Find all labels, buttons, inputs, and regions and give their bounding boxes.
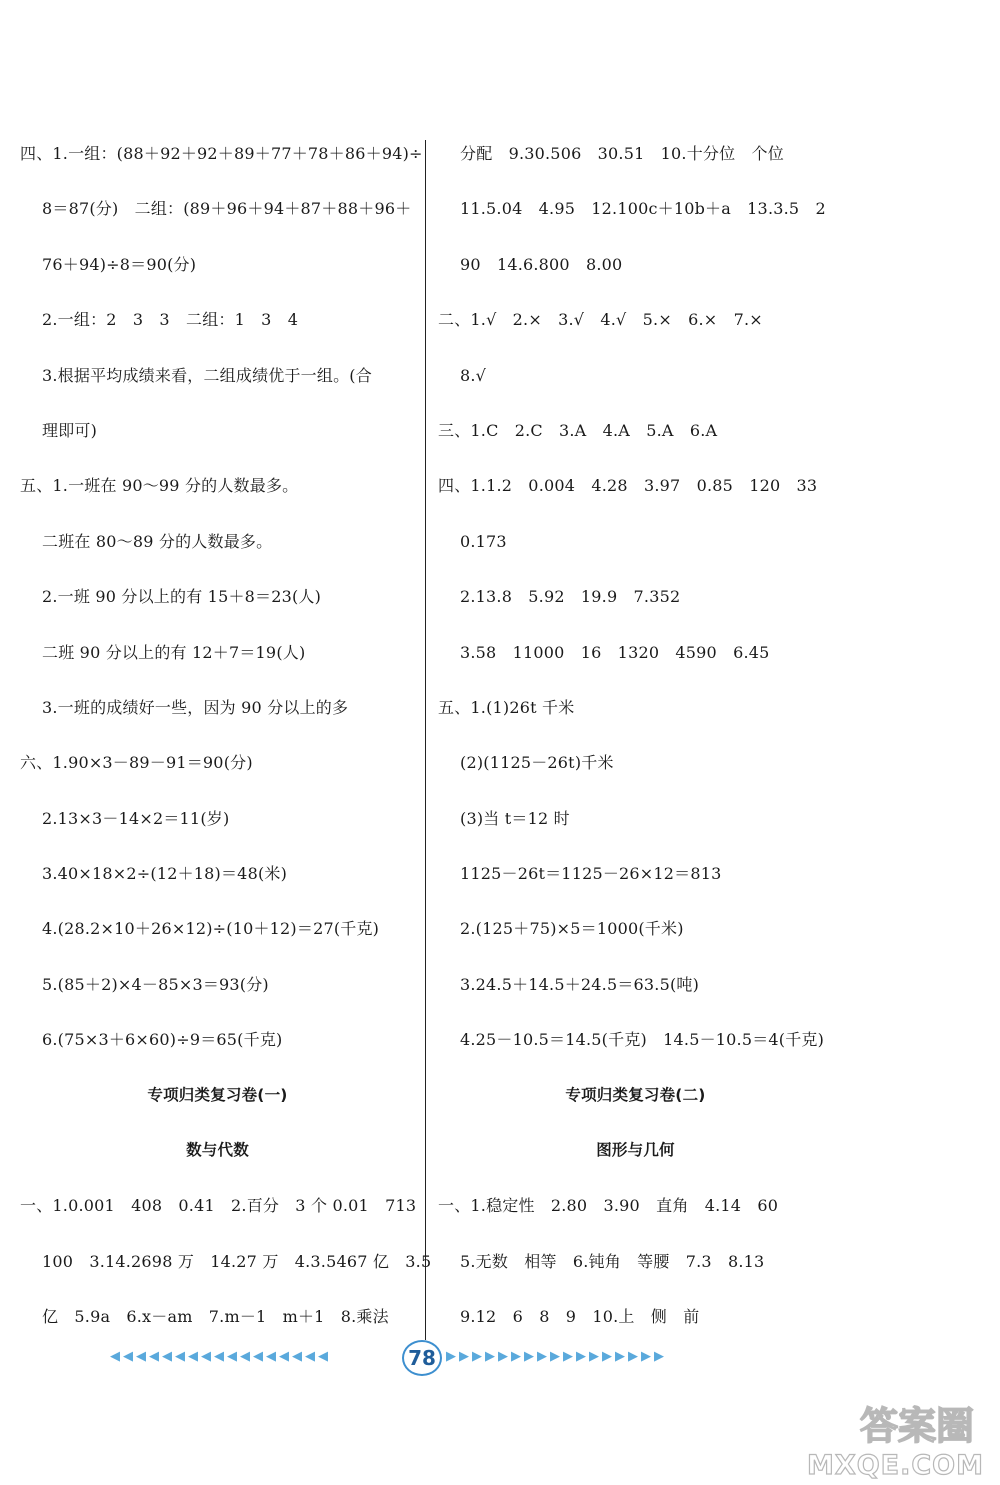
answer-line: 100 3.14.2698 万 14.27 万 4.3.5467 亿 3.5: [42, 1251, 432, 1271]
right-tail-lines: [438, 1178, 833, 1344]
answer-line: 3.根据平均成绩来看，二组成绩优于一组。(合: [42, 365, 372, 385]
watermark-glyphs: 答案圈: [859, 1404, 974, 1448]
answer-line: 3.58 11000 16 1320 4590 6.45: [460, 642, 770, 662]
left-tail-lines: [20, 1178, 432, 1344]
answer-line: 二、1.√ 2.× 3.√ 4.√ 5.× 6.× 7.×: [438, 310, 763, 330]
answer-line: 2.(125＋75)×5＝1000(千米): [460, 919, 684, 939]
answer-line: 6.(75×3＋6×60)÷9＝65(千克): [42, 1030, 283, 1050]
answer-line: 2.13×3－14×2＝11(岁): [42, 808, 230, 828]
page-footer: [0, 1338, 1000, 1378]
answer-line: 90 14.6.800 8.00: [460, 254, 623, 274]
answer-line: 1125－26t＝1125－26×12＝813: [460, 864, 722, 884]
left-answer-lines: [20, 126, 423, 1068]
watermark-site: MXQE.COM: [807, 1450, 984, 1481]
answer-line: 五、1.(1)26t 千米: [438, 697, 575, 717]
answer-line: 三、1.C 2.C 3.A 4.A 5.A 6.A: [438, 420, 718, 440]
right-column: [438, 126, 833, 1345]
answer-line: 亿 5.9a 6.x－am 7.m－1 m＋1 8.乘法: [42, 1307, 389, 1327]
answer-line: 9.12 6 8 9 10.上 侧 前: [460, 1307, 700, 1327]
answer-line: 3.24.5＋14.5＋24.5＝63.5(吨): [460, 974, 700, 994]
answer-line: 4.(28.2×10＋26×12)÷(10＋12)＝27(千克): [42, 919, 380, 939]
answer-line: 5.(85＋2)×4－85×3＝93(分): [42, 974, 269, 994]
answer-line: 分配 9.30.506 30.51 10.十分位 个位: [460, 144, 784, 163]
page-number: 78: [402, 1340, 442, 1376]
answer-line: 8＝87(分) 二组：(89＋96＋94＋87＋88＋96＋: [42, 199, 412, 219]
left-section-subtitle: 数与代数: [186, 1141, 249, 1160]
answer-line: 一、1.稳定性 2.80 3.90 直角 4.14 60: [438, 1196, 779, 1216]
left-arrow-decoration: ◀◀◀◀◀◀◀◀◀◀◀◀◀◀◀◀◀: [110, 1349, 331, 1364]
answer-line: 5.无数 相等 6.钝角 等腰 7.3 8.13: [460, 1251, 765, 1271]
answer-line: 2.13.8 5.92 19.9 7.352: [460, 587, 681, 607]
watermark-logo: [804, 1395, 984, 1481]
answer-line: 一、1.0.001 408 0.41 2.百分 3 个 0.01 713: [20, 1196, 417, 1216]
answer-line: 理即可): [42, 420, 98, 440]
answer-line: 4.25－10.5＝14.5(千克) 14.5－10.5＝4(千克): [460, 1030, 825, 1050]
answer-line: 2.一组：2 3 3 二组：1 3 4: [42, 310, 299, 330]
right-arrow-decoration: ▶▶▶▶▶▶▶▶▶▶▶▶▶▶▶▶▶: [446, 1349, 667, 1364]
answer-line: 11.5.04 4.95 12.100c＋10b＋a 13.3.5 2: [460, 199, 826, 219]
answer-line: 六、1.90×3－89－91＝90(分): [20, 753, 253, 773]
answer-line: 0.173: [460, 531, 507, 551]
right-answer-lines: [438, 126, 833, 1068]
answer-line: 四、1.1.2 0.004 4.28 3.97 0.85 120 33: [438, 476, 818, 496]
left-column: [20, 126, 432, 1345]
answer-line: 8.√: [460, 365, 487, 385]
answer-line: 五、1.一班在 90～99 分的人数最多。: [20, 476, 299, 496]
answer-line: 3.一班的成绩好一些，因为 90 分以上的多: [42, 697, 349, 717]
right-section-subtitle: 图形与几何: [596, 1141, 675, 1160]
answer-line: 二班 90 分以上的有 12＋7＝19(人): [42, 642, 306, 662]
answer-line: 3.40×18×2÷(12＋18)＝48(米): [42, 864, 288, 884]
left-section-title: 专项归类复习卷(一): [147, 1085, 288, 1104]
answer-line: 四、1.一组：(88＋92＋92＋89＋77＋78＋86＋94)÷: [20, 144, 423, 163]
answer-line: 2.一班 90 分以上的有 15＋8＝23(人): [42, 587, 322, 607]
column-divider: [425, 140, 426, 1340]
answer-line: (3)当 t＝12 时: [460, 808, 570, 828]
answer-line: 76＋94)÷8＝90(分): [42, 254, 197, 274]
answer-line: (2)(1125－26t)千米: [460, 753, 614, 773]
right-section-title: 专项归类复习卷(二): [565, 1085, 706, 1104]
answer-line: 二班在 80～89 分的人数最多。: [42, 531, 273, 551]
